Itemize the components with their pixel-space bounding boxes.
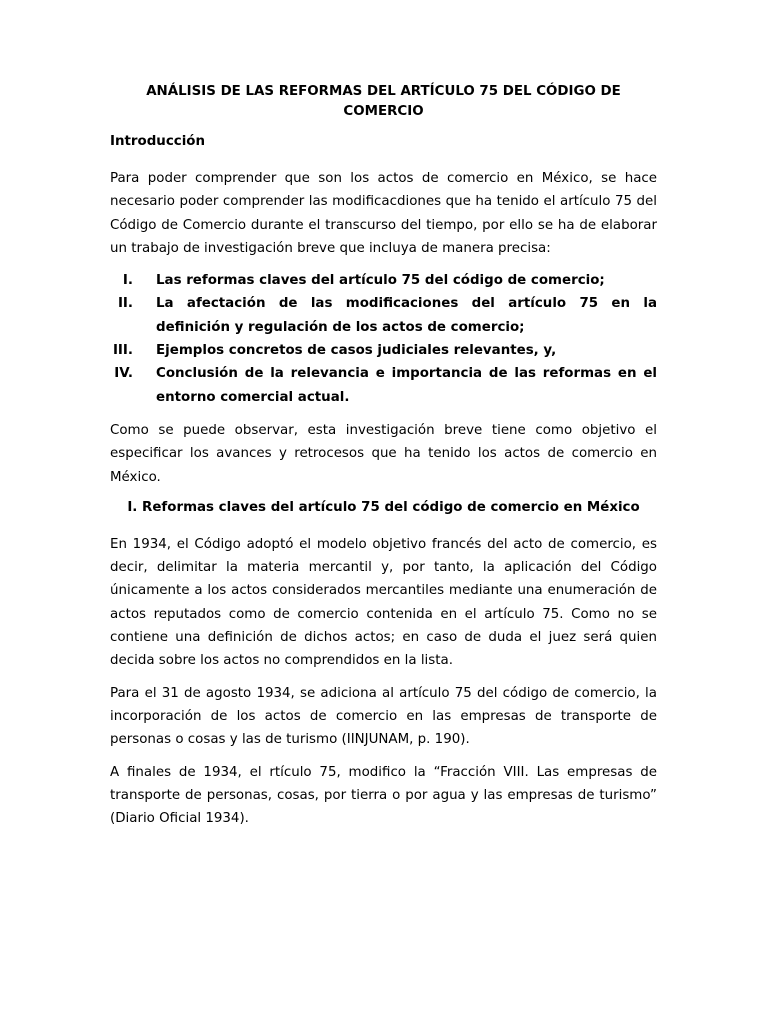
list-marker: I. (122, 273, 133, 289)
body-paragraph: A finales de 1934, el rtículo 75, modifico la “Fracción VIII. Las empresas de transporte de personas, cosas, por tierra o por agua y las empresas de turismo” (Diario Oficial 1934). (110, 764, 657, 827)
list-item-text: Ejemplos concretos de casos judiciales relevantes, y, (156, 343, 557, 359)
list-item (110, 269, 657, 292)
body-paragraph: En 1934, el Código adoptó el modelo objetivo francés del acto de comercio, es decir, delimitar la materia mercantil y, por tanto, la aplicación del Código únicamente a los actos considerados mercantiles mediante una enumeración de actos reputados como de comercio contenida en el artículo 75. Como no se contiene una definición de dichos actos; en caso de duda el juez será quien decida sobre los actos no comprendidos en la lista. (110, 536, 657, 669)
intro-conclusion-paragraph: Como se puede observar, esta investigación breve tiene como objetivo el especificar los avances y retrocesos que ha tenido los actos de comercio en México. (110, 422, 657, 485)
body-paragraph: Para el 31 de agosto 1934, se adiciona al artículo 75 del código de comercio, la incorporación de los actos de comercio en las empresas de transporte de personas o cosas y las de turismo (IINJUNAM, p. 190). (110, 685, 657, 748)
list-marker: III. (112, 343, 133, 359)
list-marker: II. (117, 296, 133, 312)
intro-paragraph: Para poder comprender que son los actos de comercio en México, se hace necesario poder comprender las modificacdiones que ha tenido el artículo 75 del Código de Comercio durante el transcurso del tiempo, por ello se ha de elaborar un trabajo de investigación breve que incluya de manera precisa: (110, 171, 657, 256)
list-item-text: Conclusión de la relevancia e importancia de las reformas en el entorno comercial actual. (156, 366, 657, 405)
document-title: ANÁLISIS DE LAS REFORMAS DEL ARTÍCULO 75 DEL CÓDIGO DE COMERCIO (146, 84, 621, 119)
list-item-text: La afectación de las modificaciones del artículo 75 en la definición y regulación de los actos de comercio; (156, 296, 657, 335)
section1-heading: I. Reformas claves del artículo 75 del código de comercio en México (127, 499, 640, 515)
intro-heading: Introducción (110, 134, 206, 149)
list-marker: IV. (114, 366, 133, 382)
list-item (110, 339, 657, 362)
list-item (110, 362, 657, 409)
list-item (110, 292, 657, 339)
objectives-list (110, 269, 657, 409)
list-item-text: Las reformas claves del artículo 75 del código de comercio; (156, 273, 605, 289)
document-page (110, 82, 657, 839)
